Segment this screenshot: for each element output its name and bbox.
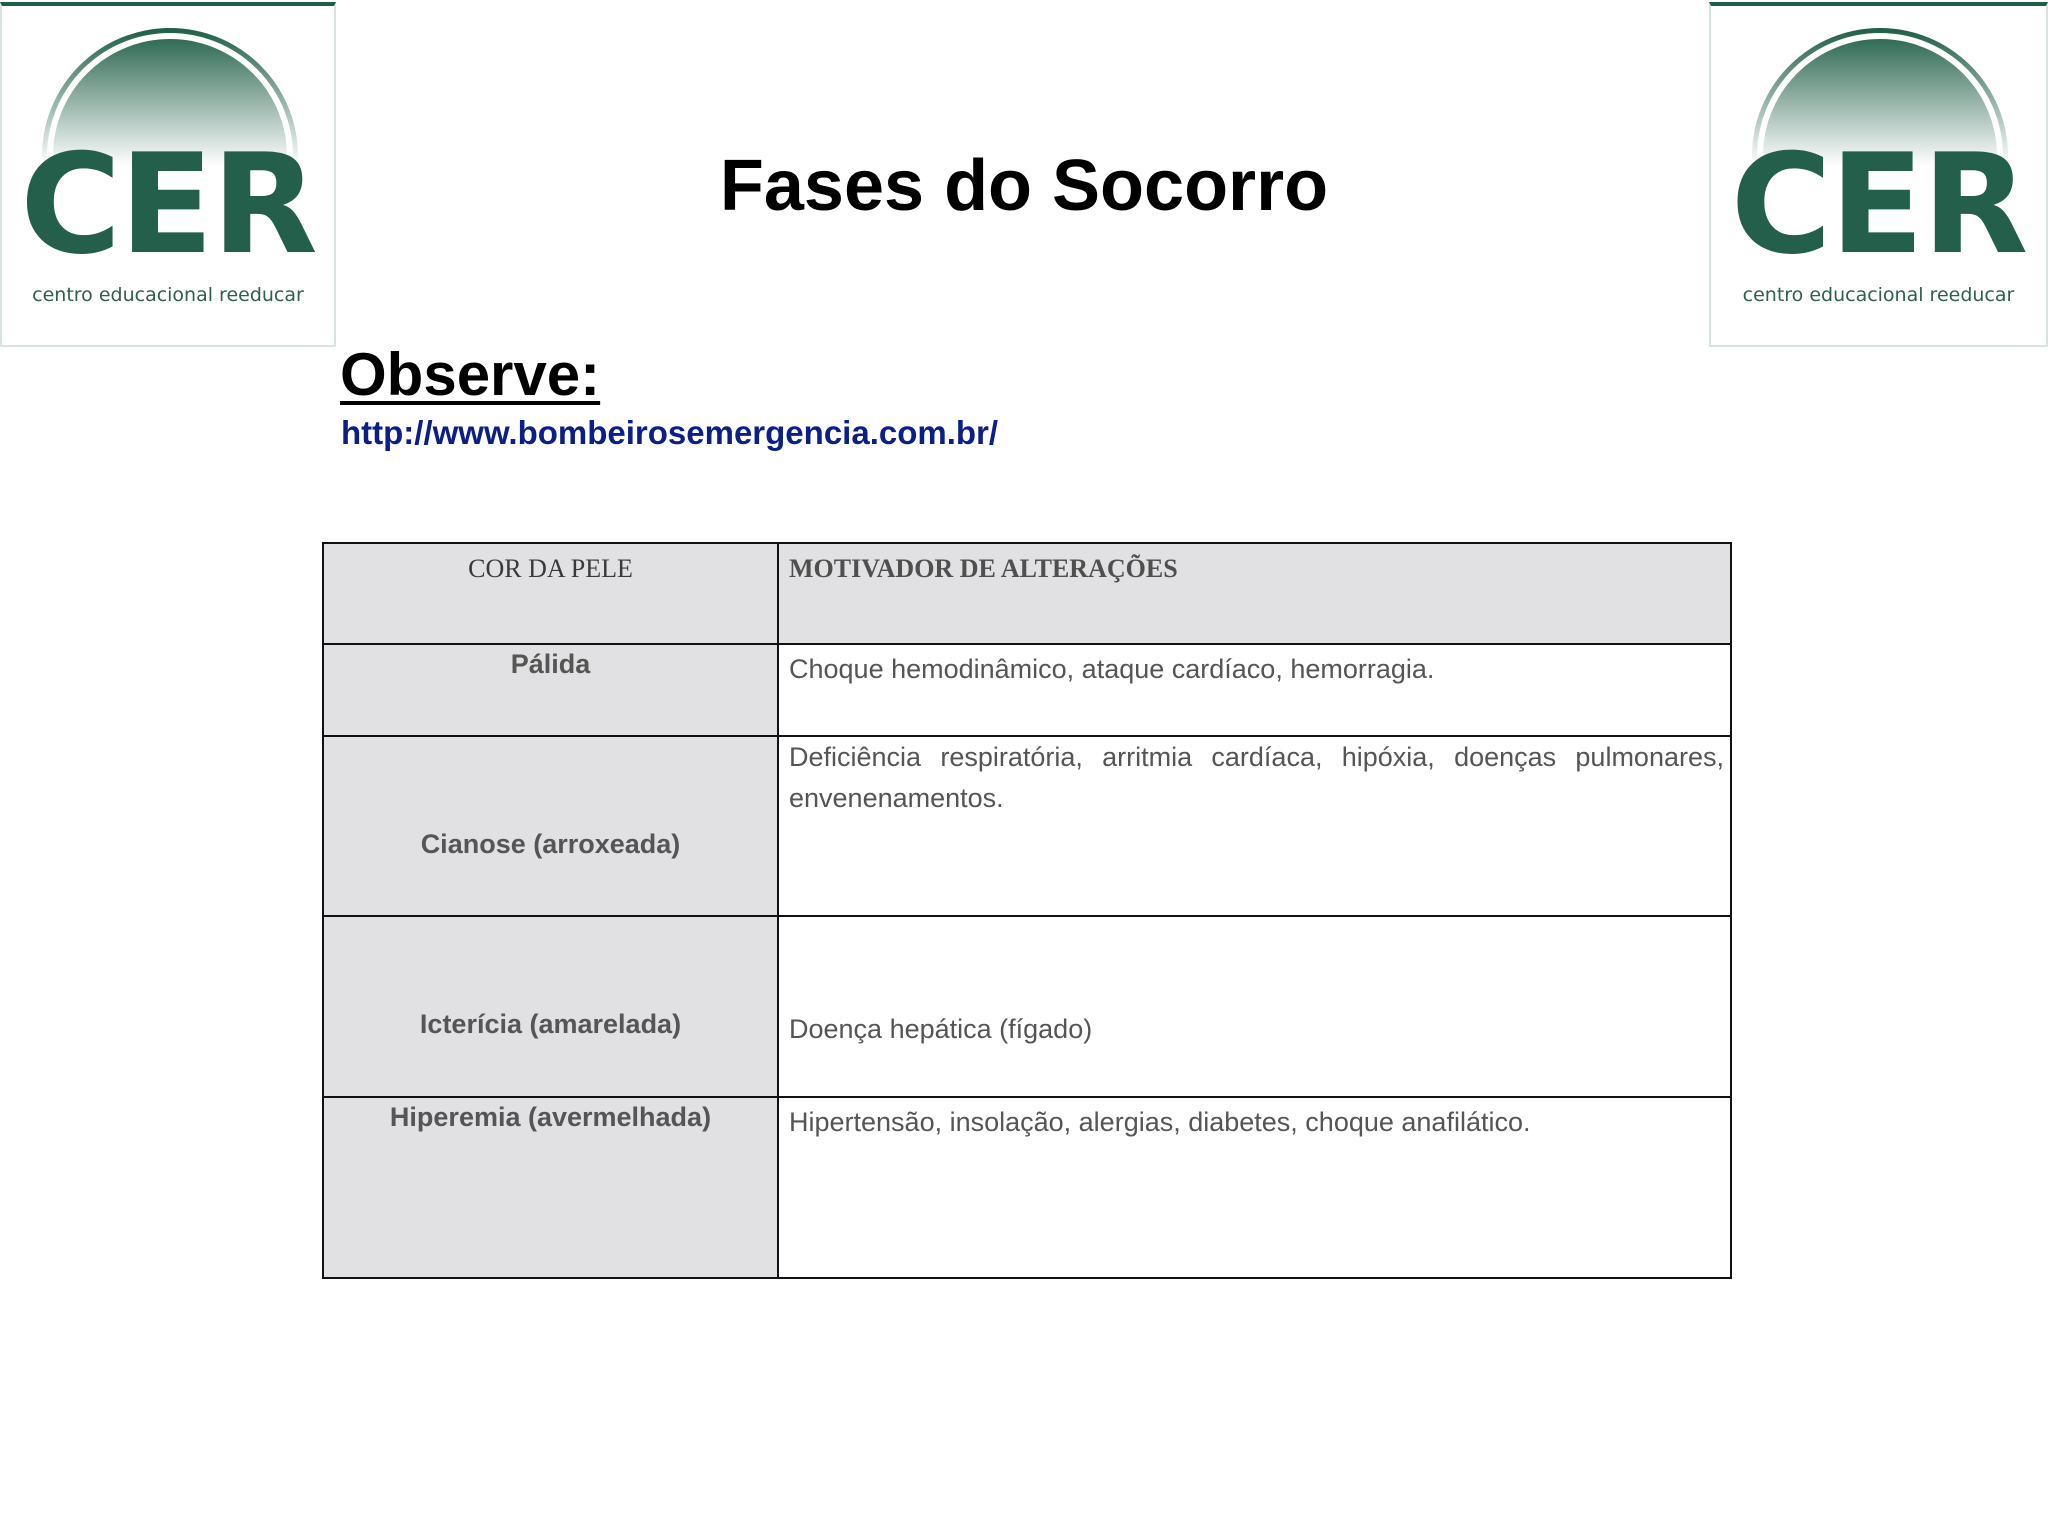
header-skin-color: COR DA PELE xyxy=(323,543,778,644)
table-row xyxy=(323,736,1731,916)
table-row xyxy=(323,1097,1731,1278)
skin-color-table xyxy=(322,542,1732,1279)
cause-cell: Doença hepática (fígado) xyxy=(778,916,1731,1097)
page-title: Fases do Socorro xyxy=(719,146,1329,226)
skin-color-cell: Cianose (arroxeada) xyxy=(323,736,778,916)
source-link[interactable]: http://www.bombeirosemergencia.com.br/ xyxy=(341,414,999,451)
skin-color-cell: Hiperemia (avermelhada) xyxy=(323,1097,778,1278)
logo-letters: CER xyxy=(20,124,316,285)
observe-heading: Observe: xyxy=(340,341,601,408)
skin-color-cell: Pálida xyxy=(323,644,778,736)
logo-tagline: centro educacional reeducar xyxy=(1742,284,2015,306)
table-row xyxy=(323,644,1731,736)
header-cause: MOTIVADOR DE ALTERAÇÕES xyxy=(778,543,1731,644)
logo-letters: CER xyxy=(1730,124,2027,285)
cause-cell: Hipertensão, insolação, alergias, diabetes, choque anafilático. xyxy=(778,1097,1731,1278)
table-row xyxy=(323,916,1731,1097)
skin-color-cell: Icterícia (amarelada) xyxy=(323,916,778,1097)
cause-cell: Choque hemodinâmico, ataque cardíaco, hemorragia. xyxy=(778,644,1731,736)
table-header-row xyxy=(323,543,1731,644)
logo-tagline: centro educacional reeducar xyxy=(32,284,304,306)
cause-cell: Deficiência respiratória, arritmia cardíaca, hipóxia, doenças pulmonares, envenenamentos. xyxy=(778,736,1731,916)
